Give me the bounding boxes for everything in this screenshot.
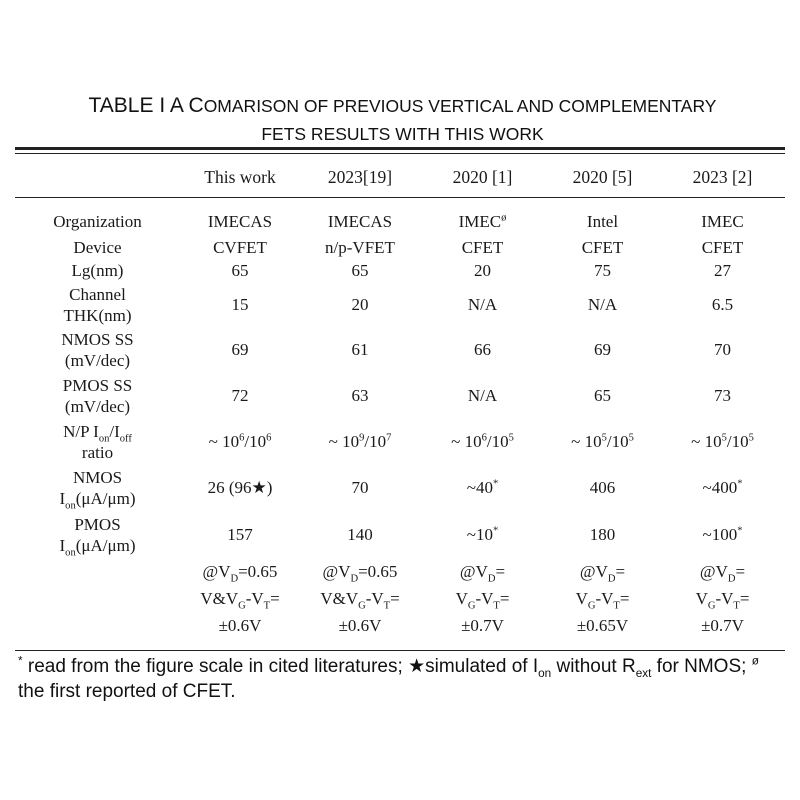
cell-text: 180: [589, 524, 616, 544]
cell-text: 140: [347, 524, 373, 544]
ratio-prefix: ~ 10: [208, 431, 240, 451]
cond-part: -V: [595, 589, 614, 608]
col-header: 2023[19]: [327, 167, 393, 187]
row-label-empty: [15, 558, 180, 585]
cond-part: V: [575, 589, 588, 608]
cell: [180, 585, 300, 612]
cell-text: IMEC: [458, 211, 502, 231]
cond-sub: G: [707, 600, 716, 612]
cell: [300, 419, 420, 464]
cell: [420, 464, 545, 511]
cond-sub: T: [263, 600, 271, 612]
cond-part: V&V: [320, 589, 359, 608]
cell-text: 26 (96★): [207, 477, 273, 497]
footnote-sub: on: [538, 666, 552, 680]
footnote-text: without R: [551, 656, 636, 677]
cond-part: =: [739, 589, 750, 608]
cell: Intel: [586, 211, 619, 231]
row-label-line: [15, 535, 180, 556]
cond-sub: D: [727, 573, 736, 585]
caption-line-1-rest: OMARISON OF PREVIOUS VERTICAL AND COMPLEMENTARY: [203, 96, 717, 116]
label-sub: on: [65, 499, 76, 511]
cell: [660, 585, 785, 612]
cell: N/A: [467, 294, 498, 314]
cond-part: @V: [699, 562, 728, 581]
cond-part: @V: [322, 562, 351, 581]
header-row: [15, 160, 785, 195]
cell-text: ~10: [466, 524, 493, 544]
cell: [180, 558, 300, 585]
cond-sub: T: [733, 600, 740, 612]
cell: [545, 464, 660, 511]
cond-part: =: [499, 589, 510, 608]
ratio-exp: 5: [601, 431, 607, 443]
cond-part: =: [495, 562, 506, 581]
caption-line-1-start: TABLE I A C: [88, 94, 204, 117]
cell: [420, 419, 545, 464]
cell: 69: [594, 340, 611, 359]
cond-part: =0.65: [358, 562, 398, 581]
bottom-rule: [15, 650, 785, 651]
row-label: Organization: [53, 211, 142, 231]
row-pmos-ss: [15, 373, 785, 419]
cond-sub: D: [350, 573, 359, 585]
cond-part: =: [619, 589, 630, 608]
col-header: 2020 [5]: [572, 167, 633, 187]
cell-text: ~100: [702, 524, 738, 544]
figure-read-mark: *: [737, 524, 743, 536]
cond-sub: G: [358, 600, 366, 612]
row-label-empty: [15, 612, 180, 639]
label-part: /I: [109, 421, 120, 441]
cell: 6.5: [711, 294, 734, 314]
first-cfet-mark: ø: [501, 211, 507, 223]
col-header: 2023 [2]: [692, 167, 753, 187]
cell: 65: [351, 260, 369, 280]
top-rule-thin: [15, 153, 785, 154]
cell: 27: [714, 260, 731, 280]
row-label-line: PMOS SS: [62, 376, 133, 395]
ratio-prefix: ~ 10: [691, 431, 722, 451]
ratio-exp: 5: [748, 431, 754, 443]
ratio-exp: 6: [239, 431, 245, 443]
footnote-text: the first reported of CFET.: [18, 681, 236, 702]
cond-part: @V: [579, 562, 608, 581]
row-nmos-ss: [15, 327, 785, 373]
label-part: I: [59, 488, 66, 508]
header-empty: [15, 160, 180, 195]
row-label: Device: [73, 237, 122, 257]
figure-read-mark: *: [737, 477, 743, 489]
footnote-solid-star: ★: [408, 656, 426, 677]
ratio-sep: /10: [244, 431, 267, 451]
row-label: [15, 511, 180, 558]
footnote-text: read from the figure scale in cited literatures;: [22, 656, 409, 677]
footnote-first-cfet-mark: ø: [751, 654, 759, 668]
row-label-empty: [15, 585, 180, 612]
cell: ±0.7V: [461, 616, 504, 635]
cell: [660, 419, 785, 464]
row-label-line: (mV/dec): [64, 397, 131, 416]
cond-sub: D: [230, 573, 239, 585]
col-header: This work: [204, 167, 276, 187]
row-conditions-3: [15, 612, 785, 639]
label-sub: on: [98, 432, 110, 444]
cell: 72: [231, 386, 249, 405]
cond-part: =0.65: [238, 562, 278, 581]
ratio-sep: /10: [606, 431, 629, 451]
cell-text: ~40: [466, 477, 493, 497]
cell: [180, 511, 300, 558]
row-device: [15, 236, 785, 259]
row-label-line: [15, 488, 180, 509]
ratio-exp: 5: [508, 431, 514, 443]
ratio-prefix: ~ 10: [451, 431, 482, 451]
cell-text: 406: [589, 477, 616, 497]
ratio-exp: 6: [481, 431, 487, 443]
cell-text: 70: [351, 477, 369, 497]
ratio-exp: 6: [266, 431, 272, 443]
cell: 15: [231, 294, 249, 314]
cond-part: -V: [715, 589, 734, 608]
row-lg: [15, 259, 785, 282]
label-part: (μA/μm): [75, 535, 136, 555]
cell: [660, 511, 785, 558]
row-channel: [15, 282, 785, 327]
ratio-exp: 9: [359, 431, 365, 443]
cond-part: =: [615, 562, 626, 581]
cond-part: =: [270, 589, 280, 608]
cell: 65: [594, 386, 611, 405]
cell-imec: [420, 207, 545, 236]
row-label-line: NMOS SS: [61, 330, 134, 349]
row-label: [15, 464, 180, 511]
cell: [300, 464, 420, 511]
cell: [180, 419, 300, 464]
cell: ±0.65V: [576, 616, 629, 635]
cond-part: -V: [245, 589, 264, 608]
top-rule-thick: [15, 147, 785, 150]
cell: N/A: [587, 294, 618, 314]
cell: ±0.6V: [218, 616, 262, 635]
cell: CFET: [701, 237, 744, 257]
table-footnote: [18, 654, 788, 704]
ratio-prefix: ~ 10: [328, 431, 360, 451]
cell: 66: [474, 340, 491, 359]
cell: [300, 511, 420, 558]
cond-sub: G: [587, 600, 596, 612]
ratio-sep: /10: [486, 431, 509, 451]
cell: IMECAS: [207, 211, 273, 231]
comparison-table: [15, 160, 785, 639]
label-part: N/P I: [63, 421, 99, 441]
cond-part: V: [695, 589, 708, 608]
row-nmos-ion: [15, 464, 785, 511]
footnote-star-mark: *: [18, 654, 23, 668]
row-label-line: Channel: [69, 284, 126, 304]
cell: CVFET: [213, 237, 267, 257]
ratio-exp: 5: [628, 431, 634, 443]
cell: [545, 558, 660, 585]
row-conditions-1: [15, 558, 785, 585]
label-sub: on: [65, 546, 76, 558]
spacer-row: [15, 195, 785, 207]
col-header: 2020 [1]: [452, 167, 513, 187]
cell: 75: [594, 260, 611, 280]
cell: [420, 585, 545, 612]
cell: 73: [714, 386, 731, 405]
cond-part: =: [735, 562, 746, 581]
cell-text: ~400: [702, 477, 738, 497]
row-label-line: (mV/dec): [64, 351, 131, 370]
cell: 70: [714, 340, 731, 359]
row-label-line: PMOS: [74, 514, 121, 534]
cond-part: @V: [202, 562, 231, 581]
cell: [180, 464, 300, 511]
label-part: (μA/μm): [75, 488, 136, 508]
cond-part: -V: [475, 589, 494, 608]
caption-line-1: [20, 92, 785, 120]
row-ion-ioff-ratio: [15, 419, 785, 464]
cell: N/A: [467, 386, 498, 405]
cell: [300, 558, 420, 585]
cell: [660, 558, 785, 585]
cell: CFET: [461, 237, 504, 257]
cell: [300, 585, 420, 612]
cond-sub: G: [238, 600, 246, 612]
table-caption: [20, 92, 785, 148]
footnote-sub: ext: [635, 666, 652, 680]
row-pmos-ion: [15, 511, 785, 558]
label-part: I: [59, 535, 66, 555]
row-conditions-2: [15, 585, 785, 612]
cell: 69: [231, 340, 249, 359]
cell: 20: [474, 260, 491, 280]
cond-sub: T: [383, 600, 391, 612]
row-label-line: NMOS: [72, 467, 123, 487]
row-label: [15, 419, 180, 464]
cell: [420, 558, 545, 585]
row-label: [15, 282, 180, 327]
cell: 61: [351, 340, 369, 359]
cond-sub: G: [467, 600, 476, 612]
cell: CFET: [581, 237, 624, 257]
cond-part: V: [455, 589, 468, 608]
row-organization: [15, 207, 785, 236]
cell: [545, 511, 660, 558]
cell-text: 157: [227, 524, 253, 544]
ratio-exp: 7: [386, 431, 392, 443]
footnote-text: for NMOS;: [651, 656, 752, 677]
cond-part: -V: [365, 589, 384, 608]
cond-part: =: [390, 589, 400, 608]
cell: [420, 511, 545, 558]
caption-line-2-text: FETS RESULTS WITH THIS WORK: [261, 124, 544, 144]
cell: 20: [351, 294, 369, 314]
row-label: [15, 373, 180, 419]
cell: 63: [351, 386, 369, 405]
ratio-sep: /10: [726, 431, 749, 451]
caption-line-2: [20, 120, 785, 148]
ratio-sep: /10: [364, 431, 387, 451]
row-label-line: THK(nm): [63, 305, 132, 325]
cond-sub: D: [607, 573, 616, 585]
label-sub: off: [119, 432, 132, 444]
cell: 65: [231, 260, 249, 280]
cell: [545, 585, 660, 612]
row-label: [15, 327, 180, 373]
cell: [545, 419, 660, 464]
ratio-exp: 5: [721, 431, 727, 443]
footnote-text: simulated of I: [425, 656, 539, 677]
cell: ±0.7V: [701, 616, 744, 635]
row-label-line: [15, 421, 180, 442]
cond-part: V&V: [200, 589, 239, 608]
row-label-line: ratio: [81, 442, 114, 462]
ratio-prefix: ~ 10: [571, 431, 602, 451]
cell: IMECAS: [327, 211, 393, 231]
cell: ±0.6V: [338, 616, 382, 635]
cell: n/p-VFET: [325, 237, 395, 257]
cond-sub: T: [613, 600, 620, 612]
cond-sub: D: [487, 573, 496, 585]
cond-sub: T: [493, 600, 500, 612]
cond-part: @V: [459, 562, 488, 581]
cell: [660, 464, 785, 511]
row-label: Lg(nm): [71, 260, 124, 280]
figure-read-mark: *: [492, 524, 499, 536]
figure-read-mark: *: [492, 477, 499, 489]
cell: IMEC: [701, 211, 744, 231]
